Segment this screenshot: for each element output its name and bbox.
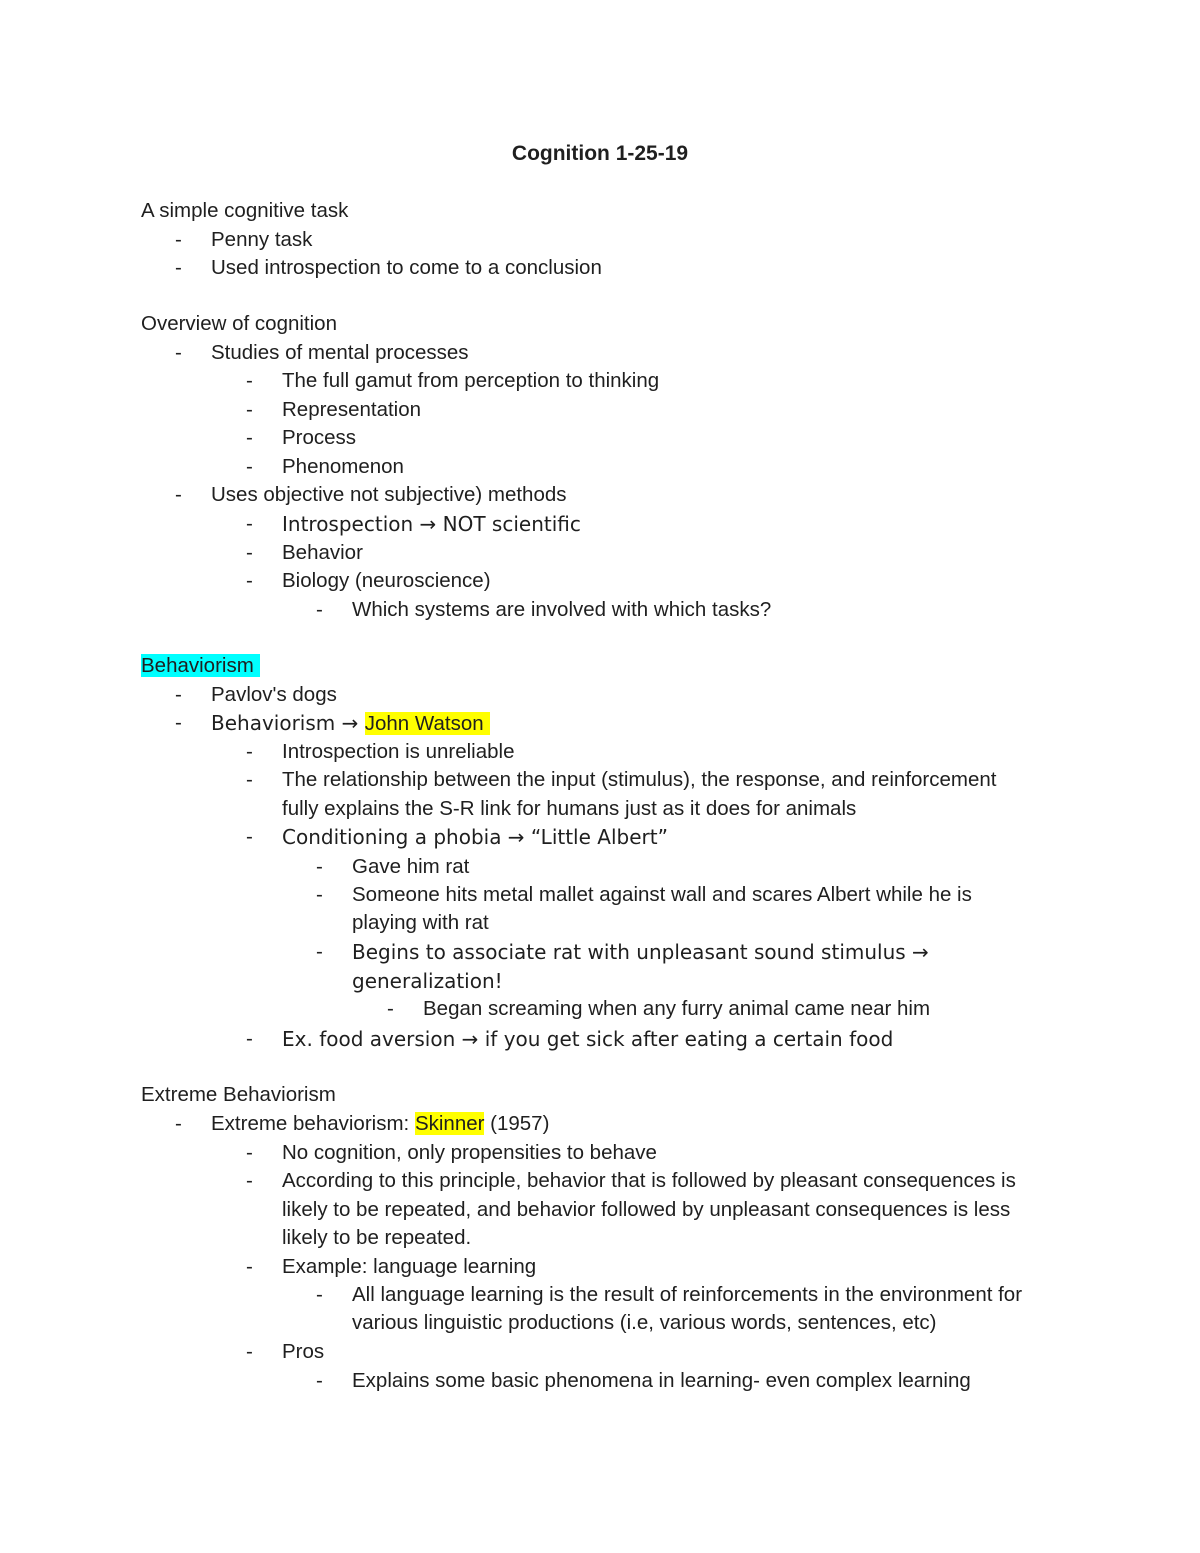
list-item <box>387 995 931 1023</box>
item-text: Behavior <box>282 541 363 564</box>
item-text: Pros <box>282 1340 325 1363</box>
bullet-dash: - <box>316 1369 323 1392</box>
document-title: Cognition 1-25-19 <box>511 142 689 165</box>
bullet-dash: - <box>316 940 323 963</box>
list-item <box>246 823 668 851</box>
item-text: generalization! <box>352 969 503 993</box>
bullet-dash: - <box>246 1141 253 1164</box>
item-text: Which systems are involved with which tasks? <box>352 598 772 621</box>
bullet-dash: - <box>387 997 394 1020</box>
highlighted-name: John Watson <box>365 712 490 735</box>
item-text: According to this principle, behavior that is followed by pleasant consequences is <box>282 1169 1016 1192</box>
list-item <box>175 709 490 737</box>
section-heading <box>141 652 260 680</box>
bullet-dash: - <box>246 825 253 848</box>
bullet-dash: - <box>246 768 253 791</box>
item-text: Explains some basic phenomena in learning- even complex learning <box>352 1369 971 1392</box>
item-text: Overview of cognition <box>141 312 337 335</box>
section-heading <box>141 197 348 225</box>
bullet-dash: - <box>175 228 182 251</box>
item-text: Biology (neuroscience) <box>282 569 491 592</box>
bullet-dash: - <box>175 683 182 706</box>
highlighted-name: Skinner <box>414 1112 485 1135</box>
list-item <box>352 967 503 995</box>
list-item <box>246 738 515 766</box>
bullet-dash: - <box>246 1340 253 1363</box>
item-text: Behaviorism → <box>211 711 365 735</box>
bullet-dash: - <box>316 855 323 878</box>
bullet-dash: - <box>246 740 253 763</box>
bullet-dash: - <box>246 512 253 535</box>
bullet-dash: - <box>175 256 182 279</box>
list-item <box>316 1367 971 1395</box>
list-item <box>246 1167 1016 1195</box>
list-item <box>175 254 602 282</box>
item-text: Introspection → NOT scientific <box>282 512 581 536</box>
item-text: All language learning is the result of reinforcements in the environment for <box>352 1283 1023 1306</box>
item-text: The full gamut from perception to thinking <box>282 369 660 392</box>
list-item <box>246 424 357 452</box>
item-text: Process <box>282 426 357 449</box>
list-item <box>316 596 772 624</box>
bullet-dash: - <box>175 341 182 364</box>
bullet-dash: - <box>316 883 323 906</box>
bullet-dash: - <box>246 541 253 564</box>
bullet-dash: - <box>246 426 253 449</box>
item-text: Began screaming when any furry animal came near him <box>423 997 931 1020</box>
item-text: Example: language learning <box>282 1255 537 1278</box>
item-text: likely to be repeated. <box>282 1226 472 1249</box>
list-item <box>246 1139 657 1167</box>
list-item <box>246 766 997 794</box>
item-text: likely to be repeated, and behavior followed by unpleasant consequences is less <box>282 1198 1011 1221</box>
bullet-dash: - <box>175 711 182 734</box>
item-text: Extreme Behaviorism <box>141 1083 336 1106</box>
item-text: Conditioning a phobia → “Little Albert” <box>282 825 668 849</box>
list-item <box>316 938 929 966</box>
bullet-dash: - <box>175 1112 182 1135</box>
item-text: Introspection is unreliable <box>282 740 515 763</box>
list-item <box>175 339 469 367</box>
item-text: Uses objective not subjective) methods <box>211 483 567 506</box>
list-item <box>352 909 489 937</box>
section-heading <box>141 310 337 338</box>
list-item <box>316 881 972 909</box>
list-item <box>175 1110 550 1138</box>
item-text: Phenomenon <box>282 455 404 478</box>
list-item <box>282 1224 471 1252</box>
list-item <box>246 1025 894 1053</box>
item-text: The relationship between the input (stimulus), the response, and reinforcement <box>282 768 997 791</box>
list-item <box>175 226 313 254</box>
list-item <box>246 1338 325 1366</box>
item-text: Gave him rat <box>352 855 470 878</box>
item-text: Ex. food aversion → if you get sick after eating a certain food <box>282 1027 894 1051</box>
bullet-dash: - <box>246 398 253 421</box>
item-text: Extreme behaviorism: <box>211 1112 415 1135</box>
section-heading <box>141 1081 336 1109</box>
bullet-dash: - <box>175 483 182 506</box>
list-item <box>316 1281 1023 1309</box>
bullet-dash: - <box>246 569 253 592</box>
list-item <box>316 853 470 881</box>
item-text: Begins to associate rat with unpleasant sound stimulus → <box>352 940 929 964</box>
bullet-dash: - <box>246 1027 253 1050</box>
bullet-dash: - <box>246 1169 253 1192</box>
list-item <box>246 396 422 424</box>
item-text: various linguistic productions (i.e, various words, sentences, etc) <box>352 1311 937 1334</box>
list-item <box>246 510 581 538</box>
list-item <box>175 481 567 509</box>
bullet-dash: - <box>246 369 253 392</box>
list-item <box>175 681 337 709</box>
list-item <box>246 1253 537 1281</box>
item-text: Used introspection to come to a conclusion <box>211 256 602 279</box>
item-text: fully explains the S-R link for humans just as it does for animals <box>282 797 857 820</box>
item-suffix: (1957) <box>484 1112 550 1135</box>
list-item <box>282 1196 1010 1224</box>
list-item <box>352 1309 937 1337</box>
list-item <box>246 367 660 395</box>
item-text: Someone hits metal mallet against wall and scares Albert while he is <box>352 883 972 906</box>
item-text: playing with rat <box>352 911 489 934</box>
item-text: No cognition, only propensities to behave <box>282 1141 657 1164</box>
item-text: A simple cognitive task <box>141 199 349 222</box>
bullet-dash: - <box>246 455 253 478</box>
list-item <box>246 539 363 567</box>
bullet-dash: - <box>316 598 323 621</box>
list-item <box>246 567 491 595</box>
list-item <box>246 453 404 481</box>
bullet-dash: - <box>246 1255 253 1278</box>
item-text: Studies of mental processes <box>211 341 469 364</box>
item-text: Pavlov's dogs <box>211 683 337 706</box>
list-item <box>282 795 856 823</box>
item-text: Penny task <box>211 228 313 251</box>
bullet-dash: - <box>316 1283 323 1306</box>
item-text: Representation <box>282 398 422 421</box>
item-text: Behaviorism <box>141 654 260 677</box>
